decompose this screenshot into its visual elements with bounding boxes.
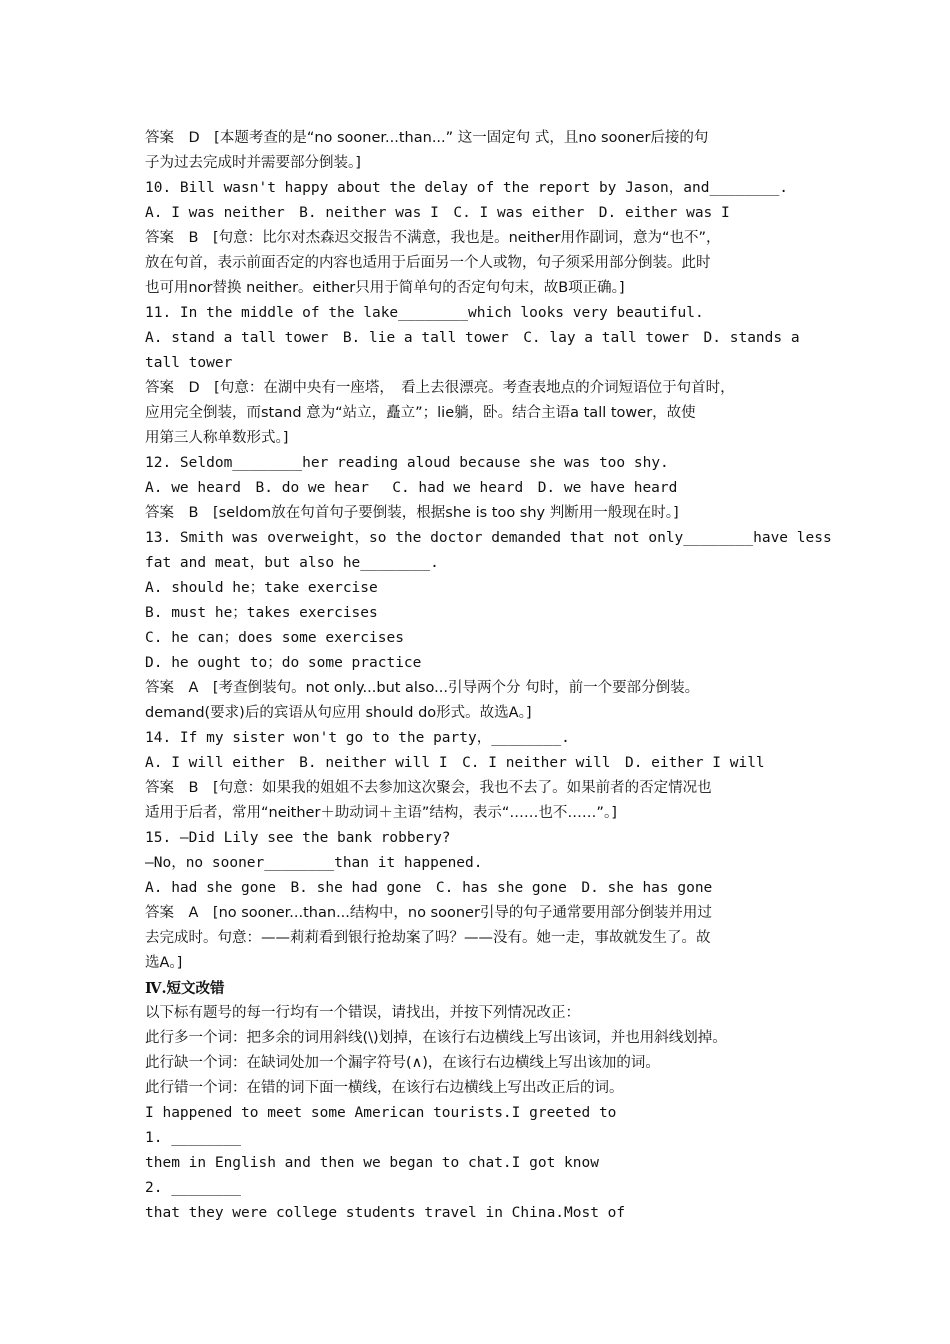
options-15: A. had she gone B. she had gone C. has she gone D. she has gone (145, 880, 713, 896)
question-14: 14. If my sister won't go to the party，________. (145, 730, 570, 746)
instruction-2: 此行多一个词：把多余的词用斜线(\)划掉，在该行右边横线上写出该词，并也用斜线划掉。 (145, 1030, 727, 1046)
answer-10-line-1: 答案 B [句意：比尔对杰森迟交报告不满意，我也是。neither用作副词，意为“也不”， (145, 230, 721, 246)
question-13-line-1: 13. Smith was overweight，so the doctor demanded that not only________have less (145, 530, 832, 546)
answer-13-line-1: 答案 A [考查倒装句。not only...but also...引导两个分 句时，前一个要部分倒装。 (145, 680, 700, 696)
question-15-line-2: —No，no sooner________than it happened. (145, 855, 483, 871)
answer-14-line-1: 答案 B [句意：如果我的姐姐不去参加这次聚会，我也不去了。如果前者的否定情况也 (145, 780, 712, 796)
answer-15-line-1: 答案 A [no sooner...than...结构中，no sooner引导的句子通常要用部分倒装并用过 (145, 905, 712, 921)
instruction-4: 此行错一个词：在错的词下面一横线，在该行右边横线上写出改正后的词。 (145, 1080, 624, 1096)
answer-11-line-1: 答案 D [句意：在湖中央有一座塔， 看上去很漂亮。考查表地点的介词短语位于句首时， (145, 380, 735, 396)
document-page (145, 126, 832, 1226)
answer-15-line-2: 去完成时。句意：——莉莉看到银行抢劫案了吗？——没有。她一走，事故就发生了。故 (145, 930, 711, 946)
option-13-d: D. he ought to；do some practice (145, 655, 422, 671)
passage-line-2: them in English and then we began to chat.I got know (145, 1155, 599, 1171)
passage-line-1: I happened to meet some American tourists.I greeted to (145, 1105, 617, 1121)
section-heading: Ⅳ.短文改错 (145, 980, 225, 997)
question-15-line-1: 15. —Did Lily see the bank robbery? (145, 830, 451, 846)
options-10: A. I was neither B. neither was I C. I was either D. either was I (145, 205, 730, 221)
passage-line-3: that they were college students travel in China.Most of (145, 1205, 626, 1221)
answer-9-line-2: 子为过去完成时并需要部分倒装。] (145, 155, 361, 171)
answer-10-line-3: 也可用nor替换 neither。either只用于简单句的否定句句末，故B项正确。] (145, 280, 625, 296)
question-10: 10. Bill wasn't happy about the delay of the report by Jason，and________. (145, 180, 789, 196)
answer-12: 答案 B [seldom放在句首句子要倒装，根据she is too shy 判断用一般现在时。] (145, 505, 679, 521)
blank-1: 1. ________ (145, 1130, 242, 1146)
answer-14-line-2: 适用于后者，常用“neither＋助动词＋主语”结构，表示“……也不……”。] (145, 805, 617, 821)
question-13-line-2: fat and meat，but also he________. (145, 555, 439, 571)
answer-11-line-3: 用第三人称单数形式。] (145, 430, 289, 446)
blank-2: 2. ________ (145, 1180, 242, 1196)
options-14: A. I will either B. neither will I C. I neither will D. either I will (145, 755, 765, 771)
answer-11-line-2: 应用完全倒装，而stand 意为“站立，矗立”；lie躺，卧。结合主语a tall tower，故使 (145, 405, 696, 421)
answer-13-line-2: demand(要求)后的宾语从句应用 should do形式。故选A。] (145, 705, 532, 721)
options-11-line-1: A. stand a tall tower B. lie a tall tower C. lay a tall tower D. stands a (145, 330, 800, 346)
instruction-3: 此行缺一个词：在缺词处加一个漏字符号(∧)，在该行右边横线上写出该加的词。 (145, 1055, 660, 1071)
question-11: 11. In the middle of the lake________which looks very beautiful. (145, 305, 704, 321)
answer-10-line-2: 放在句首，表示前面否定的内容也适用于后面另一个人或物，句子须采用部分倒装。此时 (145, 255, 711, 271)
question-12: 12. Seldom________her reading aloud because she was too shy. (145, 455, 669, 471)
options-11-line-2: tall tower (145, 355, 233, 371)
options-12: A. we heard B. do we hear C. had we heard D. we have heard (145, 480, 678, 496)
answer-15-line-3: 选A。] (145, 955, 183, 971)
option-13-b: B. must he；takes exercises (145, 605, 378, 621)
option-13-c: C. he can；does some exercises (145, 630, 404, 646)
instruction-1: 以下标有题号的每一行均有一个错误，请找出，并按下列情况改正： (145, 1005, 580, 1021)
option-13-a: A. should he；take exercise (145, 580, 378, 596)
answer-9-line-1: 答案 D [本题考查的是“no sooner...than...” 这一固定句 式，且no sooner后接的句 (145, 130, 709, 146)
